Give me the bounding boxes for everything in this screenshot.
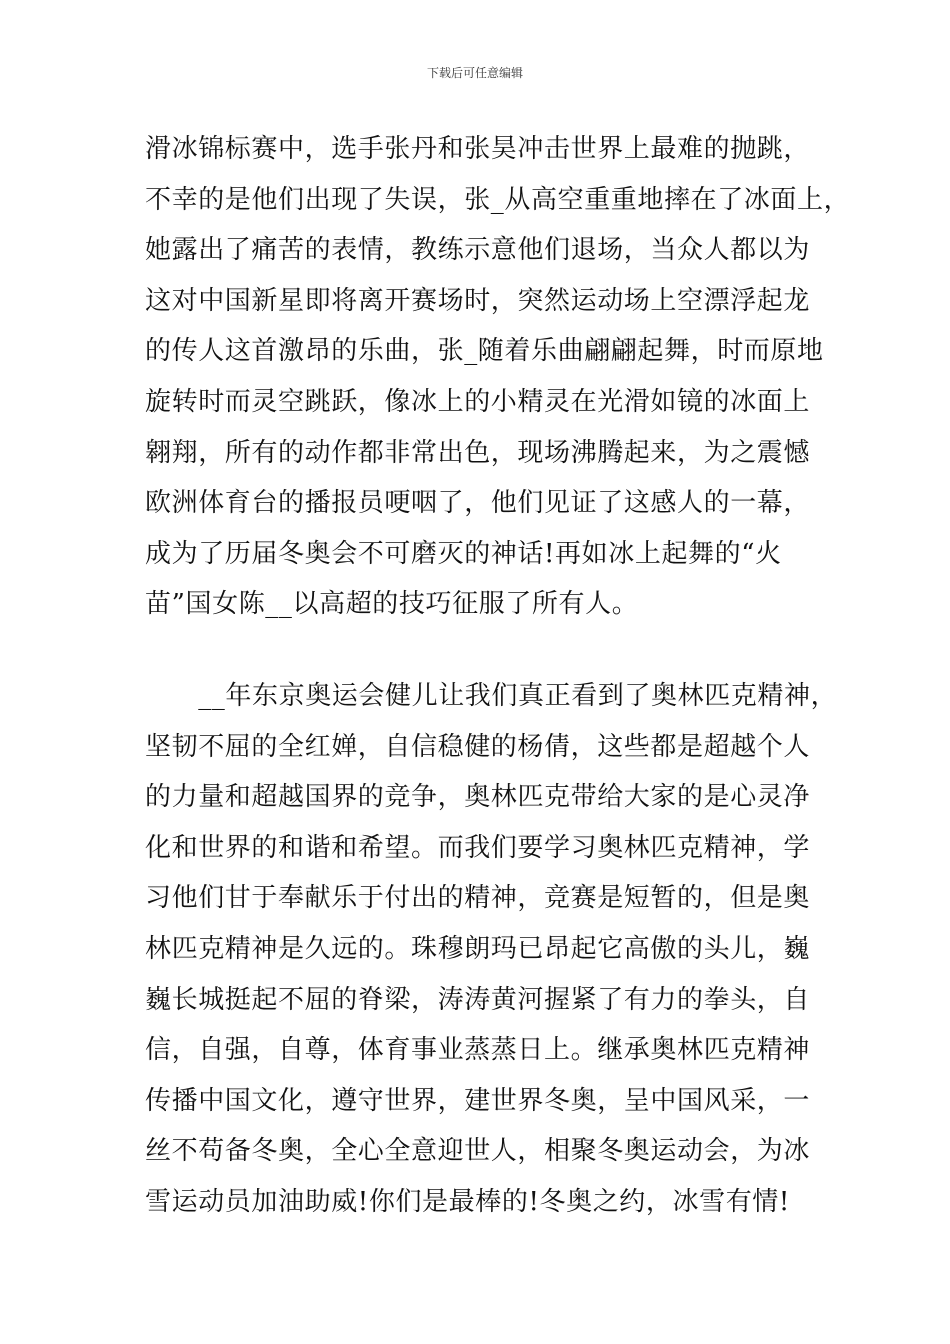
- text-line: 的力量和超越国界的竞争，奥林匹克带给大家的是心灵净: [145, 782, 811, 813]
- paragraph-1: [145, 124, 851, 630]
- text-line: __年东京奥运会健儿让我们真正看到了奥林匹克精神，: [145, 681, 838, 711]
- text-line: 旋转时而灵空跳跃，像冰上的小精灵在光滑如镜的冰面上: [145, 386, 811, 417]
- text-line: 雪运动员加油助威!你们是最棒的!冬奥之约，冰雪有情!: [145, 1186, 790, 1217]
- paragraph-2: [145, 671, 838, 1228]
- text-line: 她露出了痛苦的表情，教练示意他们退场，当众人都以为: [145, 235, 811, 266]
- text-line: 坚韧不屈的全红婵，自信稳健的杨倩，这些都是超越个人: [145, 731, 811, 762]
- text-line: 这对中国新星即将离开赛场时，突然运动场上空漂浮起龙: [145, 285, 811, 316]
- page-header: 下载后可任意编辑: [426, 66, 523, 80]
- text-line: 信，自强，自尊，体育事业蒸蒸日上。继承奥林匹克精神: [145, 1035, 811, 1066]
- text-line: 成为了历届冬奥会不可磨灭的神话!再如冰上起舞的“火: [145, 538, 782, 569]
- text-line: 化和世界的和谐和希望。而我们要学习奥林匹克精神，学: [145, 832, 811, 863]
- text-line: 传播中国文化，遵守世界，建世界冬奥，呈中国风采，一: [145, 1085, 811, 1116]
- text-line: 苗”国女陈__以高超的技巧征服了所有人。: [145, 589, 639, 620]
- text-line: 的传人这首激昂的乐曲，张_随着乐曲翩翩起舞，时而原地: [145, 336, 824, 367]
- text-line: 巍长城挺起不屈的脊梁，涛涛黄河握紧了有力的拳头，自: [145, 984, 811, 1015]
- text-line: 滑冰锦标赛中，选手张丹和张昊冲击世界上最难的抛跳，: [145, 134, 811, 164]
- text-line: 欧洲体育台的播报员哽咽了，他们见证了这感人的一幕，: [145, 488, 811, 519]
- text-line: 翱翔，所有的动作都非常出色，现场沸腾起来，为之震憾: [145, 437, 811, 468]
- text-line: 林匹克精神是久远的。珠穆朗玛已昂起它高傲的头儿，巍: [145, 933, 811, 964]
- text-line: 不幸的是他们出现了失误，张_从高空重重地摔在了冰面上，: [145, 184, 851, 215]
- text-line: 丝不苟备冬奥，全心全意迎世人，相聚冬奥运动会，为冰: [145, 1136, 811, 1167]
- text-line: 习他们甘于奉献乐于付出的精神，竞赛是短暂的，但是奥: [145, 883, 811, 914]
